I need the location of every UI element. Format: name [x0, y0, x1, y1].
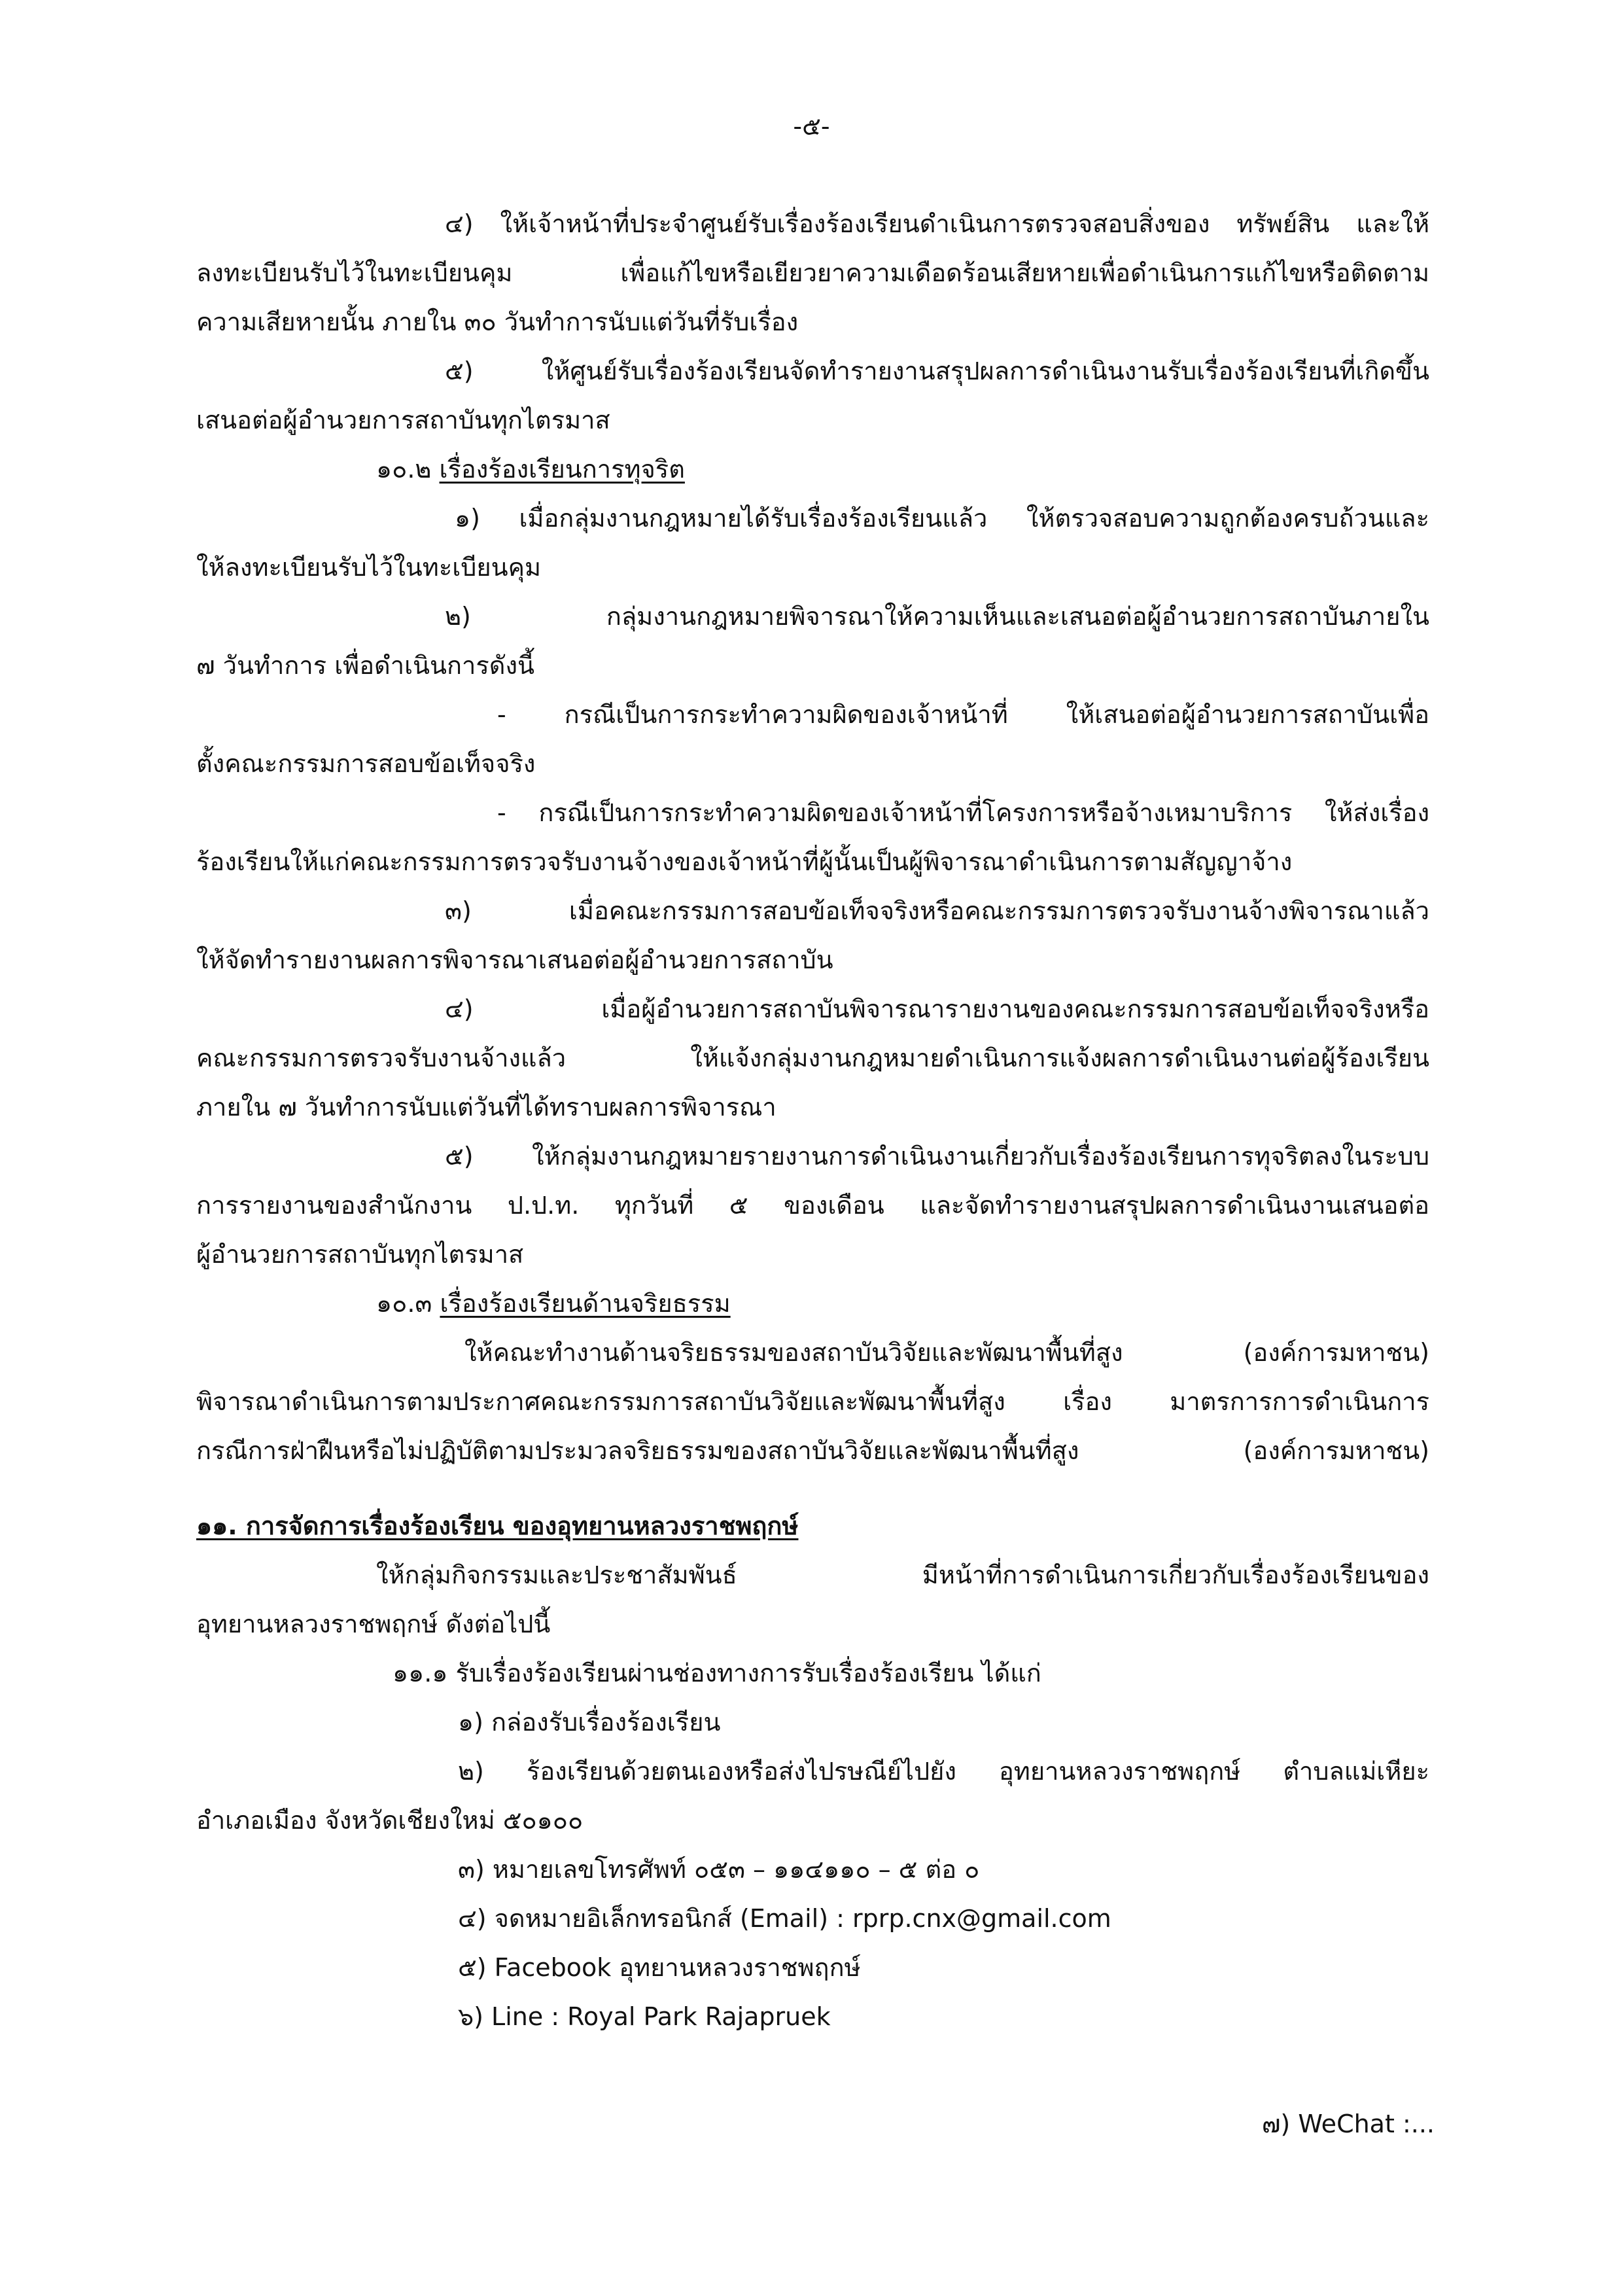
list-item-line: ๖) Line : Royal Park Rajapruek — [458, 2002, 831, 2031]
paragraph-line: การรายงานของสำนักงาน ป.ป.ท. ทุกวันที่ ๕ ของเดือน และจัดทำรายงานสรุปผลการดำเนินงานเสนอต่อ — [196, 1191, 1429, 1220]
paragraph-line: ๕) ให้กลุ่มงานกฎหมายรายงานการดำเนินงานเกี่ยวกับเรื่องร้องเรียนการทุจริตลงในระบบ — [445, 1142, 1429, 1171]
document-body — [196, 200, 1429, 2041]
paragraph-line: ๔) เมื่อผู้อำนวยการสถาบันพิจารณารายงานของคณะกรรมการสอบข้อเท็จจริงหรือ — [445, 995, 1429, 1023]
paragraph-line: ลงทะเบียนรับไว้ในทะเบียนคุม เพื่อแก้ไขหรือเยียวยาความเดือดร้อนเสียหายเพื่อดำเนินการแก้ไขหรือติดตาม — [196, 258, 1429, 287]
paragraph-line: - กรณีเป็นการกระทำความผิดของเจ้าหน้าที่ ให้เสนอต่อผู้อำนวยการสถาบันเพื่อ — [497, 700, 1429, 729]
paragraph-line: อำเภอเมือง จังหวัดเชียงใหม่ ๕๐๑๐๐ — [196, 1806, 584, 1835]
page-number: -๕- — [793, 112, 830, 141]
section-title: เรื่องร้องเรียนด้านจริยธรรม — [440, 1289, 731, 1318]
paragraph-line: ให้จัดทำรายงานผลการพิจารณาเสนอต่อผู้อำนวยการสถาบัน — [196, 945, 833, 974]
paragraph-line: - กรณีเป็นการกระทำความผิดของเจ้าหน้าที่โครงการหรือจ้างเหมาบริการ ให้ส่งเรื่อง — [497, 798, 1429, 827]
paragraph-line: ความเสียหายนั้น ภายใน ๓๐ วันทำการนับแต่วันที่รับเรื่อง — [196, 308, 799, 336]
paragraph-line: พิจารณาดำเนินการตามประกาศคณะกรรมการสถาบันวิจัยและพัฒนาพื้นที่สูง เรื่อง มาตรการการดำเนินการ — [196, 1387, 1429, 1416]
paragraph-line: เสนอต่อผู้อำนวยการสถาบันทุกไตรมาส — [196, 406, 610, 434]
next-page-continuation: ๗) WeChat :... — [1261, 2110, 1435, 2138]
list-item: ๑) กล่องรับเรื่องร้องเรียน — [458, 1708, 721, 1737]
paragraph-line: ๓) เมื่อคณะกรรมการสอบข้อเท็จจริงหรือคณะกรรมการตรวจรับงานจ้างพิจารณาแล้ว — [445, 896, 1429, 925]
list-item-facebook: ๕) Facebook อุทยานหลวงราชพฤกษ์ — [458, 1953, 861, 1982]
paragraph-line: อุทยานหลวงราชพฤกษ์ ดังต่อไปนี้ — [196, 1610, 551, 1638]
paragraph-line: ให้ลงทะเบียนรับไว้ในทะเบียนคุม — [196, 553, 542, 582]
paragraph-line: ให้กลุ่มกิจกรรมและประชาสัมพันธ์ มีหน้าที่การดำเนินการเกี่ยวกับเรื่องร้องเรียนของ — [376, 1561, 1429, 1589]
paragraph-line: กรณีการฝ่าฝืนหรือไม่ปฏิบัติตามประมวลจริยธรรมของสถาบันวิจัยและพัฒนาพื้นที่สูง (องค์การมหาชน) — [196, 1436, 1429, 1465]
list-item-phone: ๓) หมายเลขโทรศัพท์ ๐๕๓ – ๑๑๔๑๑๐ – ๕ ต่อ ๐ — [458, 1855, 980, 1884]
paragraph-line: ๑๑.๑ รับเรื่องร้องเรียนผ่านช่องทางการรับเรื่องร้องเรียน ได้แก่ — [393, 1659, 1041, 1687]
paragraph-line: ๒) กลุ่มงานกฎหมายพิจารณาให้ความเห็นและเสนอต่อผู้อำนวยการสถาบันภายใน — [445, 602, 1429, 631]
section-number: ๑๐.๓ — [376, 1289, 440, 1318]
paragraph-line: ๗ วันทำการ เพื่อดำเนินการดังนี้ — [196, 651, 534, 680]
paragraph-line: ๔) ให้เจ้าหน้าที่ประจำศูนย์รับเรื่องร้องเรียนดำเนินการตรวจสอบสิ่งของ ทรัพย์สิน และให้ — [445, 209, 1429, 238]
list-item-email: ๔) จดหมายอิเล็กทรอนิกส์ (Email) : rprp.cnx@gmail.com — [458, 1904, 1111, 1933]
section-10-3-heading — [196, 1279, 1429, 1328]
list-item: ๒) ร้องเรียนด้วยตนเองหรือส่งไปรษณีย์ไปยัง อุทยานหลวงราชพฤกษ์ ตำบลแม่เหียะ — [458, 1757, 1429, 1786]
section-spacer — [196, 1475, 1429, 1502]
paragraph-line: ภายใน ๗ วันทำการนับแต่วันที่ได้ทราบผลการพิจารณา — [196, 1093, 777, 1122]
paragraph-line: คณะกรรมการตรวจรับงานจ้างแล้ว ให้แจ้งกลุ่มงานกฎหมายดำเนินการแจ้งผลการดำเนินงานต่อผู้ร้องเรียน — [196, 1044, 1429, 1072]
section-11-heading — [196, 1502, 1429, 1551]
section-11-title: ๑๑. การจัดการเรื่องร้องเรียน ของอุทยานหลวงราชพฤกษ์ — [196, 1511, 799, 1540]
paragraph-line: ให้คณะทำงานด้านจริยธรรมของสถาบันวิจัยและพัฒนาพื้นที่สูง (องค์การมหาชน) — [464, 1338, 1429, 1367]
section-10-2-heading — [196, 445, 1429, 494]
paragraph-line: ผู้อำนวยการสถาบันทุกไตรมาส — [196, 1240, 524, 1269]
section-title: เรื่องร้องเรียนการทุจริต — [439, 455, 685, 484]
paragraph-line: ๑) เมื่อกลุ่มงานกฎหมายได้รับเรื่องร้องเรียนแล้ว ให้ตรวจสอบความถูกต้องครบถ้วนและ — [455, 504, 1429, 533]
paragraph-line: ๕) ให้ศูนย์รับเรื่องร้องเรียนจัดทำรายงานสรุปผลการดำเนินงานรับเรื่องร้องเรียนที่เกิดขึ้น — [445, 357, 1429, 385]
paragraph-line: ร้องเรียนให้แก่คณะกรรมการตรวจรับงานจ้างของเจ้าหน้าที่ผู้นั้นเป็นผู้พิจารณาดำเนินการตามสัญญาจ้าง — [196, 847, 1293, 876]
section-number: ๑๐.๒ — [376, 455, 440, 484]
paragraph-line: ตั้งคณะกรรมการสอบข้อเท็จจริง — [196, 749, 536, 778]
